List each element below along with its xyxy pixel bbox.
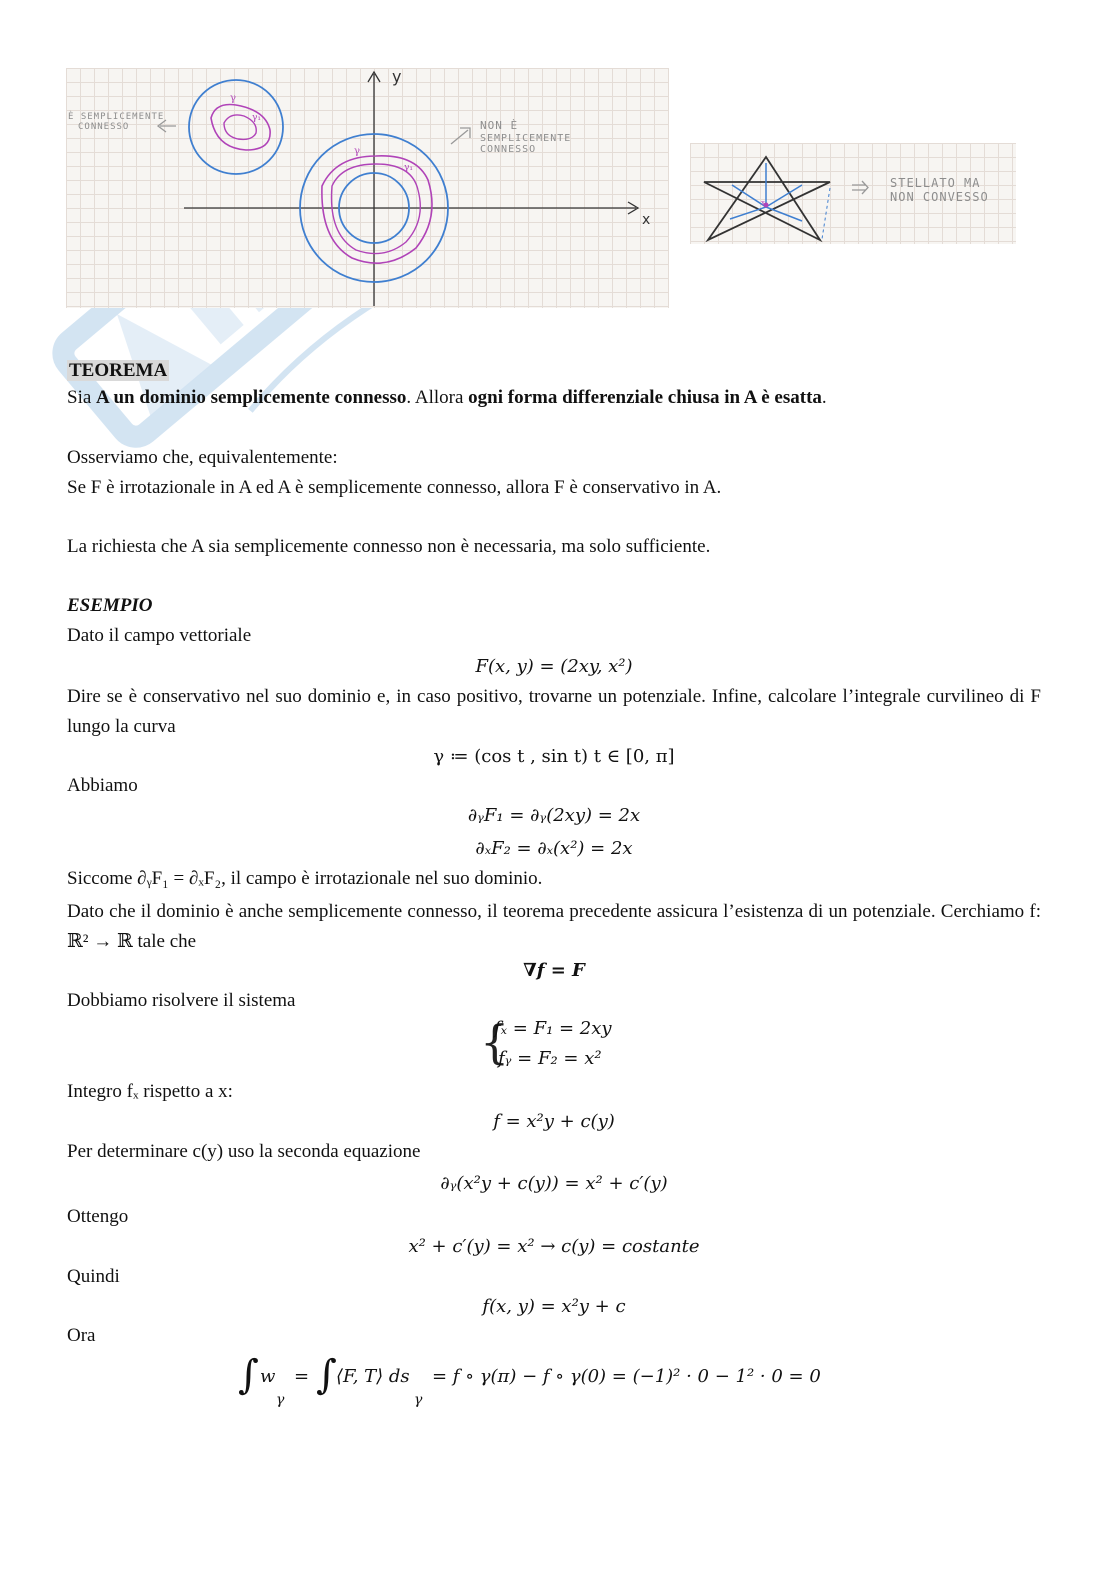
label-star-not-convex [890,177,989,205]
system-eq2: fᵧ = F₂ = x² [498,1048,602,1069]
example-deriv2: ∂ₓF₂ = ∂ₓ(x²) = 2x [475,838,633,859]
figure-star [690,143,1016,244]
label-star-line2: NON CONVESSO [890,189,989,204]
example-quindi: Quindi [67,1266,120,1287]
arrow-not-simply [451,128,470,144]
integral-sign-2: ∫ [316,1352,337,1398]
integral-sign-1: ∫ [238,1352,259,1398]
star-dashed-segment [822,188,830,239]
theorem-statement [67,387,827,409]
label-not-simply-connected [480,120,571,156]
arrow-star [852,181,868,194]
label-simply-connected [68,112,164,133]
example-domain-text: Dato che il dominio è anche semplicemente connesso, il teorema precedente assicura l’esistenza di un potenziale. Cerchiamo f: ℝ² → ℝ tale che [67,901,1041,952]
example-eq3: x² + c′(y) = x² → c(y) = costante [408,1236,700,1257]
example-system [480,1014,680,1076]
star-ray-4 [730,207,766,219]
example-ora: Ora [67,1325,96,1346]
curve-gamma1-annulus [332,164,421,254]
integral-sub-1: γ [276,1392,285,1408]
integral-ft: ⟨F, T⟩ ds [336,1366,410,1387]
label-not-simply-line3: CONNESSO [480,144,537,156]
label-gamma1-small: γ₁ [252,113,261,123]
label-not-simply-line2: SEMPLICEMENTE [480,132,572,144]
theorem-heading: TEOREMA [69,360,168,381]
label-not-simply-line1: NON È [480,119,519,132]
theorem-conclusion: ogni forma differenziale chiusa in A è esatta [468,387,822,408]
system-brace: { [480,1015,510,1069]
example-abbiamo: Abbiamo [67,775,138,796]
theorem-middle: . Allora [406,387,469,408]
star-ray-5 [766,207,802,221]
theorem-hypothesis: A un dominio semplicemente connesso [96,387,407,408]
label-simply-line2: CONNESSO [78,122,130,133]
integral-equals: = [294,1366,310,1387]
observe-line2: Se F è irrotazionale in A ed A è semplicemente connesso, allora F è conservativo in A. [67,477,722,498]
example-eq2: ∂ᵧ(x²y + c(y)) = x² + c′(y) [440,1173,668,1194]
example-curve: γ ≔ (cos t , sin t) t ∈ [0, π] [433,746,675,767]
example-f-final: f(x, y) = x²y + c [482,1296,626,1317]
example-system-intro: Dobbiamo risolvere il sistema [67,990,296,1011]
example-grad: ∇f = F [523,960,585,981]
example-intro: Dato il campo vettoriale [67,625,252,646]
y-axis-label: y [392,68,402,86]
integral-sub-2: γ [414,1392,423,1408]
observe-line3: La richiesta che A sia semplicemente connesso non è necessaria, ma solo sufficiente. [67,536,711,557]
integral-result: = f ∘ γ(π) − f ∘ γ(0) = (−1)² · 0 − 1² · 0 = 0 [432,1366,821,1387]
label-simply-line1: È SEMPLICEMENTE [68,112,165,122]
system-eq1: fₓ = F₁ = 2xy [494,1018,612,1039]
example-field: F(x, y) = (2xy, x²) [475,656,633,677]
integral-w: w [260,1366,276,1387]
curve-gamma-small [211,105,270,151]
figure-domains [66,68,669,308]
label-star-line1: STELLATO MA [890,176,981,190]
theorem-heading-row [67,360,169,382]
label-gamma-annulus: γ [354,146,360,157]
label-gamma-small: γ [230,93,236,104]
theorem-suffix: . [821,387,827,408]
example-since: Siccome ∂ᵧF₁ = ∂ₓF₂, il campo è irrotazionale nel suo dominio. [67,868,543,889]
example-f1: f = x²y + c(y) [493,1111,615,1132]
example-question: Dire se è conservativo nel suo dominio e, in caso positivo, trovarne un potenziale. Infine, calcolare l’integrale curvilineo di F lungo la curva [67,686,1041,737]
example-heading: ESEMPIO [67,595,153,616]
example-deriv1: ∂ᵧF₁ = ∂ᵧ(2xy) = 2x [467,805,641,826]
example-integral [238,1352,938,1412]
example-ottengo: Ottengo [67,1206,129,1227]
label-x0: x₀ [761,199,768,207]
example-integrate: Integro fₓ rispetto a x: [67,1081,233,1102]
example-determine: Per determinare c(y) uso la seconda equazione [67,1141,421,1162]
theorem-prefix: Sia [67,387,97,408]
label-gamma1-annulus: γ₁ [404,163,413,173]
observe-line1: Osserviamo che, equivalentemente: [67,447,338,468]
x-axis-label: x [642,212,651,228]
